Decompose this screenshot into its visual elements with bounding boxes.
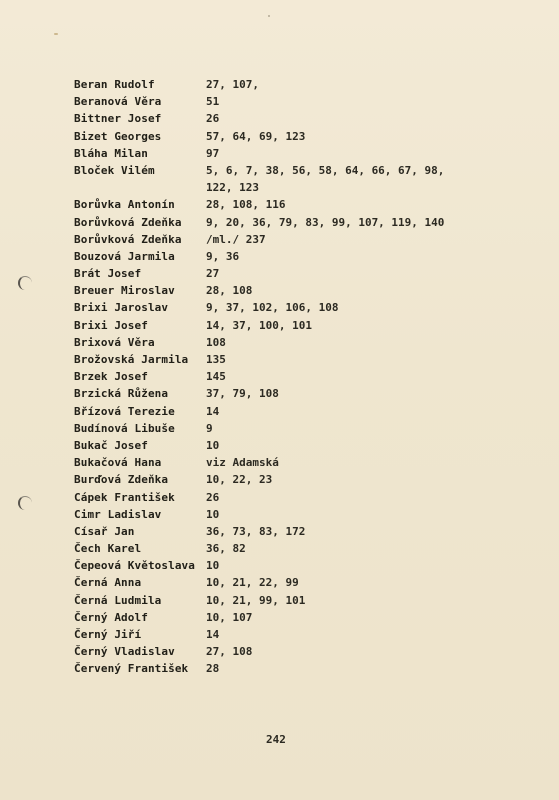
entry-name: Brzek Josef [74, 370, 148, 384]
entry-name: Černý Vladislav [74, 645, 175, 659]
entry-pages: 10, 107 [206, 610, 253, 624]
index-entry [74, 145, 536, 162]
index-entry [74, 128, 536, 145]
entry-name: Budínová Libuše [74, 421, 175, 435]
entry-name: Bloček Vilém [74, 163, 155, 177]
entry-name: Brát Josef [74, 267, 142, 281]
entry-name: Čepeová Květoslava [74, 559, 196, 573]
index-entry [74, 214, 536, 231]
index-entry [74, 403, 536, 420]
entry-name: Černý Adolf [74, 610, 148, 624]
entry-name: Černá Ludmila [74, 593, 162, 607]
index-entry [74, 110, 536, 127]
entry-name: Beran Rudolf [74, 78, 155, 91]
entry-name: Borůvka Antonín [74, 198, 175, 212]
index-entry [74, 368, 536, 385]
index-entry [74, 540, 536, 557]
entry-name: Brzická Růžena [74, 387, 169, 401]
index-entry [74, 592, 536, 609]
index-entry [74, 454, 536, 471]
name-index-list [74, 76, 536, 678]
entry-pages: viz Adamská [206, 456, 279, 470]
entry-pages: 10 [206, 559, 220, 573]
entry-pages: 36, 82 [206, 542, 246, 556]
index-entry [74, 248, 536, 265]
index-entry [74, 334, 536, 351]
entry-name: Bizet Georges [74, 129, 162, 143]
index-entry [74, 489, 536, 506]
entry-name: Bouzová Jarmila [74, 249, 175, 263]
entry-name: Břízová Terezie [74, 404, 175, 418]
entry-pages: 27, 107, [206, 78, 259, 91]
entry-pages: 28, 108 [206, 284, 253, 298]
entry-pages: 28, 108, 116 [206, 198, 286, 212]
entry-pages: 57, 64, 69, 123 [206, 129, 306, 143]
index-entry [74, 385, 536, 402]
index-entry [74, 471, 536, 488]
entry-name: Bittner Josef [74, 112, 162, 126]
entry-pages: 37, 79, 108 [206, 387, 279, 401]
entry-pages: 9, 36 [206, 249, 240, 263]
index-entry [74, 626, 536, 643]
entry-pages: 9 [206, 421, 213, 435]
paper-speck [268, 15, 270, 17]
entry-name: Cimr Ladislav [74, 507, 162, 521]
entry-name: Cápek František [74, 490, 175, 504]
entry-name: Červený František [74, 662, 189, 676]
entry-pages: 10, 22, 23 [206, 473, 273, 487]
entry-pages: 145 [206, 370, 226, 384]
entry-name: Burďová Zdeňka [74, 473, 169, 487]
entry-pages: 28 [206, 662, 220, 676]
entry-name: Breuer Miroslav [74, 284, 175, 298]
entry-pages: 9, 37, 102, 106, 108 [206, 301, 339, 315]
index-entry [74, 557, 536, 574]
paper-speck [54, 33, 58, 35]
index-entry [74, 196, 536, 213]
entry-pages: 5, 6, 7, 38, 56, 58, 64, 66, 67, 98, 122, 123 [206, 163, 445, 195]
index-entry [74, 574, 536, 591]
entry-pages: 10, 21, 99, 101 [206, 593, 306, 607]
index-entry [74, 162, 536, 196]
entry-pages: 14 [206, 404, 220, 418]
index-entry [74, 420, 536, 437]
index-entry [74, 609, 536, 626]
punch-hole [18, 276, 32, 290]
index-entry [74, 506, 536, 523]
entry-pages: 36, 73, 83, 172 [206, 524, 306, 538]
index-entry [74, 523, 536, 540]
entry-name: Bukač Josef [74, 438, 148, 452]
index-entry [74, 317, 536, 334]
entry-pages: 51 [206, 95, 220, 109]
entry-pages: 14, 37, 100, 101 [206, 318, 312, 332]
entry-name: Čech Karel [74, 542, 142, 556]
index-entry [74, 265, 536, 282]
entry-pages: 108 [206, 335, 226, 349]
entry-pages: 26 [206, 112, 220, 126]
entry-pages: 27, 108 [206, 645, 253, 659]
punch-hole [18, 496, 32, 510]
entry-name: Brožovská Jarmila [74, 353, 189, 367]
entry-name: Brixi Jaroslav [74, 301, 169, 315]
entry-pages: 10, 21, 22, 99 [206, 576, 299, 590]
index-entry [74, 437, 536, 454]
entry-name: Bláha Milan [74, 146, 148, 160]
entry-pages: 97 [206, 146, 220, 160]
entry-pages: 10 [206, 507, 220, 521]
entry-name: Černá Anna [74, 576, 142, 590]
entry-pages: /ml./ 237 [206, 232, 266, 246]
index-entry [74, 660, 536, 677]
index-entry [74, 231, 536, 248]
index-entry [74, 76, 536, 93]
entry-name: Císař Jan [74, 524, 135, 538]
index-entry [74, 299, 536, 316]
page-number: 242 [266, 733, 286, 746]
entry-name: Brixi Josef [74, 318, 148, 332]
entry-name: Bukačová Hana [74, 456, 162, 470]
entry-pages: 9, 20, 36, 79, 83, 99, 107, 119, 140 [206, 215, 445, 229]
entry-pages: 135 [206, 353, 226, 367]
index-entry [74, 351, 536, 368]
entry-name: Beranová Věra [74, 95, 162, 109]
entry-name: Borůvková Zdeňka [74, 232, 182, 246]
entry-pages: 26 [206, 490, 220, 504]
entry-name: Borůvková Zdeňka [74, 215, 182, 229]
index-entry [74, 93, 536, 110]
index-entry [74, 282, 536, 299]
entry-pages: 14 [206, 628, 220, 642]
entry-name: Černý Jiří [74, 628, 142, 642]
entry-pages: 27 [206, 267, 220, 281]
entry-name: Brixová Věra [74, 335, 155, 349]
index-entry [74, 643, 536, 660]
entry-pages: 10 [206, 438, 220, 452]
